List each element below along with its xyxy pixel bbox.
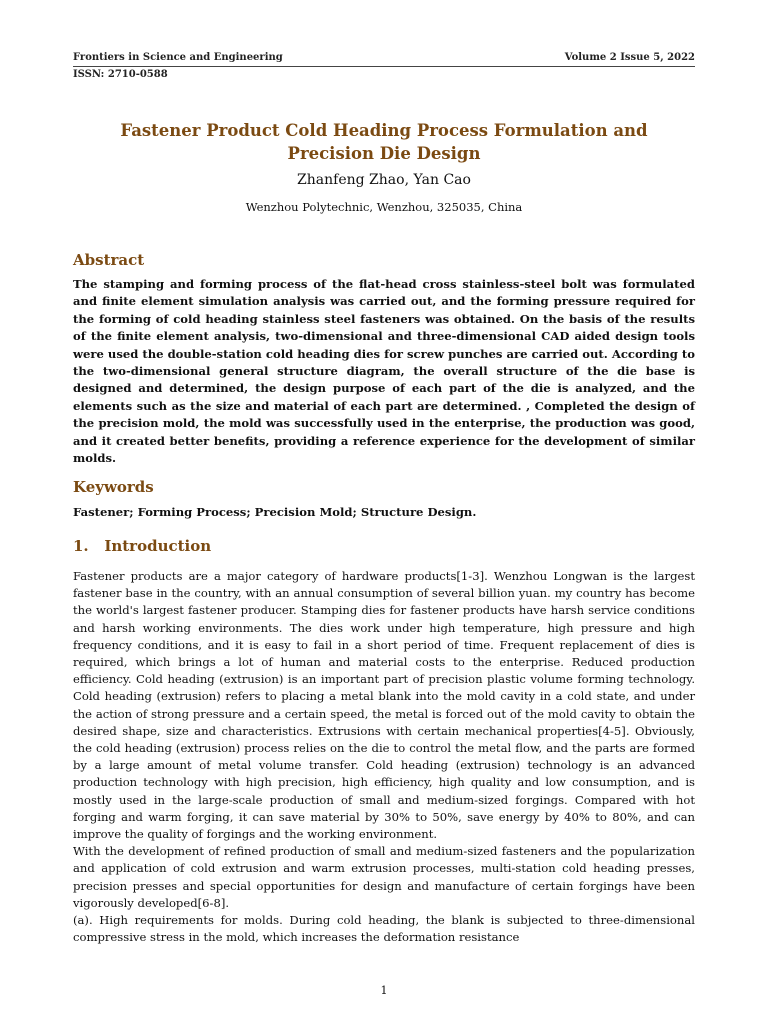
- volume-issue: Volume 2 Issue 5, 2022: [564, 52, 695, 63]
- intro-paragraph-2: With the development of refined production of small and medium-sized fasteners and the popularization and application of cold extrusion and warm extrusion processes, multi-station cold heading presses, precision presses and special opportunities for design and manufacture of certain forgings have been vigorously developed[6-8].: [73, 844, 695, 910]
- intro-paragraph-3: (a). High requirements for molds. During cold heading, the blank is subjected to three-dimensional compressive stress in the mold, which increases the deformation resistance: [73, 913, 695, 945]
- abstract-text: The stamping and forming process of the flat-head cross stainless-steel bolt was formulated and finite element simulation analysis was carried out, and the forming pressure required for the forming of cold heading stainless steel fasteners was obtained. On the basis of the results of the finite element analysis, two-dimensional and three-dimensional CAD aided design tools were used the double-station cold heading dies for screw punches are carried out. According to the two-dimensional general structure diagram, the overall structure of the die base is designed and determined, the design purpose of each part of the die is analyzed, and the elements such as the size and material of each part are determined. , Completed the design of the precision mold, the mold was successfully used in the enterprise, the production was good, and it created better benefits, providing a reference experience for the development of similar molds.: [73, 277, 695, 466]
- title-line-1: Fastener Product Cold Heading Process Formulation and: [120, 121, 648, 140]
- page-number: 1: [380, 984, 388, 997]
- intro-paragraph-1: Fastener products are a major category of hardware products[1-3]. Wenzhou Longwan is the largest fastener base in the country, with an annual consumption of several billion yuan. my country has become the world's largest fastener producer. Stamping dies for fastener products have harsh service conditions and harsh working environments. The dies work under high temperature, high pressure and high frequency conditions, and it is easy to fail in a short period of time. Frequent replacement of dies is required, which brings a lot of human and material costs to the enterprise. Reduced production efficiency. Cold heading (extrusion) is an important part of precision plastic volume forming technology. Cold heading (extrusion) refers to placing a metal blank into the mold cavity in a cold state, and under the action of strong pressure and a certain speed, the metal is forced out of the mold cavity to obtain the desired shape, size and characteristics. Extrusions with certain mechanical properties[4-5]. Obviously, the cold heading (extrusion) process relies on the die to control the metal flow, and the parts are formed by a large amount of metal volume transfer. Cold heading (extrusion) technology is an advanced production technology with high precision, high efficiency, high quality and low consumption, and is mostly used in the large-scale production of small and medium-sized forgings. Compared with hot forging and warm forging, it can save material by 30% to 50%, save energy by 40% to 80%, and can improve the quality of forgings and the working environment.: [73, 569, 695, 842]
- header-rule: [73, 66, 695, 67]
- authors: Zhanfeng Zhao, Yan Cao: [297, 172, 471, 188]
- affiliation: Wenzhou Polytechnic, Wenzhou, 325035, China: [245, 200, 523, 214]
- issn: ISSN: 2710-0588: [73, 69, 168, 80]
- keywords-text: Fastener; Forming Process; Precision Mold; Structure Design.: [73, 505, 477, 519]
- abstract-heading: Abstract: [73, 251, 145, 269]
- running-header: [73, 52, 695, 63]
- journal-name: Frontiers in Science and Engineering: [73, 52, 283, 63]
- introduction-heading: 1. Introduction: [73, 537, 212, 555]
- paper-title: [73, 119, 695, 165]
- introduction-body: [73, 568, 695, 946]
- title-line-2: Precision Die Design: [287, 144, 481, 163]
- keywords-heading: Keywords: [73, 478, 154, 496]
